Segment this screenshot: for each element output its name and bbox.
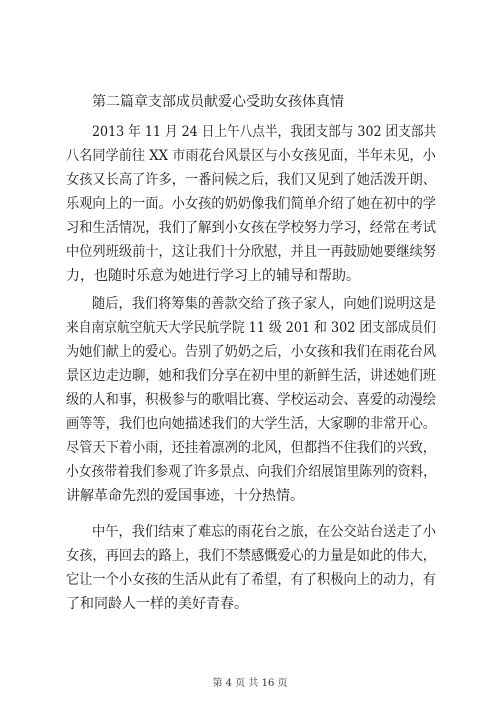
body-line: 习和生活情况，我们了解到小女孩在学校努力学习，经常在考试: [66, 220, 437, 236]
body-line: 中午，我们结束了难忘的雨花台之旅，在公交站台送走了小: [92, 524, 437, 540]
body-line: 力，也随时乐意为她进行学习上的辅导和帮助。: [66, 268, 360, 284]
body-line: 尽管天下着小雨，还挂着凛冽的北风，但都挡不住我们的兴致，: [66, 440, 437, 456]
body-line: 小女孩带着我们参观了许多景点、向我们介绍展馆里陈列的资料，: [66, 464, 436, 480]
body-line: 讲解革命先烈的爱国事迹，十分热情。: [66, 488, 304, 504]
body-line: 中位列班级前十，这让我们十分欣慰，并且一再鼓励她要继续努: [66, 244, 437, 260]
body-line: 2013 年 11 月 24 日上午八点半，我团支部与 302 团支部共: [92, 124, 437, 140]
body-line: 来自南京航空航天大学民航学院 11 级 201 和 302 团支部成员们: [66, 320, 436, 336]
body-line: 它让一个小女孩的生活从此有了希望，有了积极向上的动力，有: [66, 572, 437, 588]
page-number-footer: 第 4 页 共 16 页: [212, 678, 288, 689]
section-title: 第二篇章支部成员献爱心受助女孩体真情: [92, 94, 344, 110]
body-line: 乐观向上的一面。小女孩的奶奶像我们简单介绍了她在初中的学: [66, 196, 437, 212]
body-line: 级的人和事，积极参与的歌唱比赛、学校运动会、喜爱的动漫绘: [66, 392, 437, 408]
body-line: 八名同学前往 XX 市雨花台风景区与小女孩见面，半年未见，小: [66, 148, 436, 164]
body-line: 为她们献上的爱心。告别了奶奶之后，小女孩和我们在雨花台风: [66, 344, 437, 360]
body-line: 女孩又长高了许多，一番问候之后，我们又见到了她活泼开朗、: [66, 172, 437, 188]
body-line: 景区边走边聊，她和我们分享在初中里的新鲜生活，讲述她们班: [66, 368, 437, 384]
body-line: 女孩，再回去的路上，我们不禁感慨爱心的力量是如此的伟大，: [66, 548, 437, 564]
body-line: 随后，我们将筹集的善款交给了孩子家人，向她们说明这是: [92, 296, 437, 312]
body-line: 了和同龄人一样的美好青春。: [66, 596, 248, 612]
body-line: 画等等，我们也向她描述我们的大学生活，大家聊的非常开心。: [66, 416, 437, 432]
